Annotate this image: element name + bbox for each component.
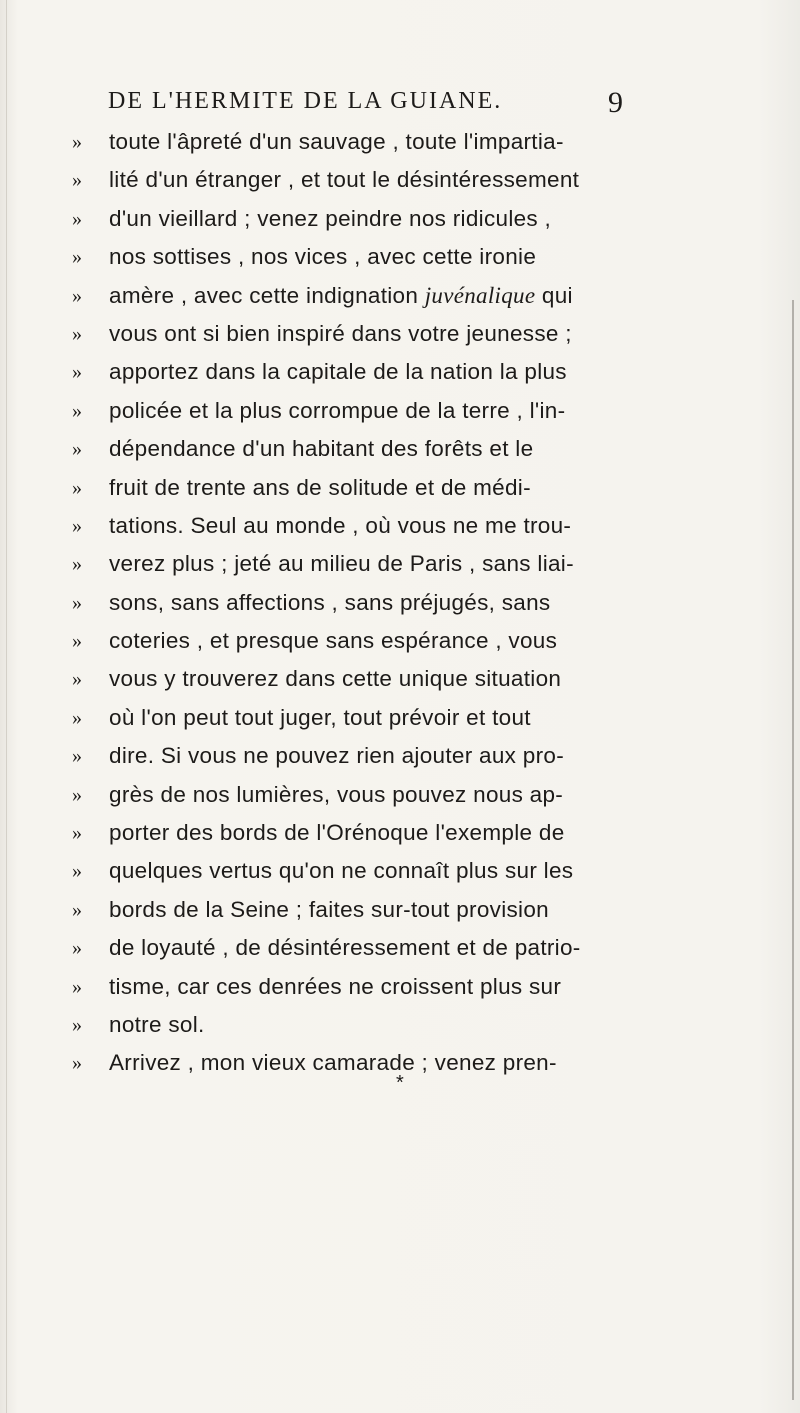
quotation-mark: » bbox=[72, 246, 82, 269]
line-text bbox=[109, 814, 565, 852]
line-text bbox=[109, 277, 573, 315]
quotation-mark: » bbox=[72, 898, 82, 921]
text-line bbox=[72, 353, 712, 391]
text-line bbox=[72, 660, 712, 698]
quotation-mark: » bbox=[72, 630, 82, 653]
line-text bbox=[109, 123, 564, 161]
line-text bbox=[109, 315, 572, 353]
line-text bbox=[109, 1006, 205, 1044]
text-line bbox=[72, 622, 712, 660]
line-text bbox=[109, 929, 581, 967]
text-line bbox=[72, 852, 712, 890]
line-text-roman: où l'on peut tout juger, tout prévoir et tout bbox=[109, 704, 531, 730]
line-text-roman: grès de nos lumières, vous pouvez nous ap- bbox=[109, 781, 564, 807]
line-text-roman: apportez dans la capitale de la nation la plus bbox=[109, 359, 567, 385]
line-text-italic: juvénalique bbox=[424, 282, 536, 308]
line-text-roman: porter des bords de l'Orénoque l'exemple de bbox=[109, 820, 565, 846]
quotation-mark: » bbox=[72, 668, 82, 691]
text-line bbox=[72, 238, 712, 276]
line-text bbox=[109, 737, 564, 775]
line-text bbox=[109, 392, 565, 430]
line-text-roman: vous ont si bien inspiré dans votre jeunesse ; bbox=[109, 320, 572, 346]
line-text bbox=[109, 776, 563, 814]
line-text bbox=[109, 1044, 557, 1082]
quotation-mark: » bbox=[72, 361, 82, 384]
line-text bbox=[109, 238, 536, 276]
line-text bbox=[109, 891, 549, 929]
quotation-mark: » bbox=[72, 284, 82, 307]
quotation-mark: » bbox=[72, 399, 82, 422]
quotation-mark: » bbox=[72, 131, 82, 153]
line-text-roman: tisme, car ces denrées ne croissent plus sur bbox=[109, 973, 562, 999]
text-line bbox=[72, 469, 712, 507]
text-line bbox=[72, 123, 712, 161]
quotation-mark: » bbox=[72, 514, 82, 537]
running-title: DE L'HERMITE DE LA GUIANE. bbox=[108, 88, 503, 114]
quotation-mark: » bbox=[72, 860, 82, 883]
page-left-edge bbox=[6, 0, 7, 1413]
quotation-mark: » bbox=[72, 975, 82, 998]
signature-mark: * bbox=[396, 1072, 404, 1094]
body-text bbox=[72, 123, 712, 1083]
running-header bbox=[108, 88, 668, 124]
text-line bbox=[72, 315, 712, 353]
quotation-mark: » bbox=[72, 322, 82, 345]
quotation-mark: » bbox=[72, 169, 82, 192]
text-line bbox=[72, 814, 712, 852]
line-text bbox=[109, 584, 550, 622]
line-text bbox=[109, 507, 571, 545]
text-line bbox=[72, 1006, 712, 1044]
quotation-mark: » bbox=[72, 745, 82, 768]
line-text bbox=[109, 430, 533, 468]
text-line bbox=[72, 507, 712, 545]
line-text-roman: verez plus ; jeté au milieu de Paris , sans liai- bbox=[109, 551, 574, 577]
text-line bbox=[72, 968, 712, 1006]
line-text bbox=[109, 200, 551, 238]
quotation-mark: » bbox=[72, 937, 82, 960]
line-text-roman: vous y trouverez dans cette unique situation bbox=[109, 666, 562, 692]
text-line bbox=[72, 737, 712, 775]
quotation-mark: » bbox=[72, 1052, 82, 1075]
line-text-roman: sons, sans affections , sans préjugés, sans bbox=[109, 589, 551, 615]
text-line bbox=[72, 776, 712, 814]
line-text-roman: de loyauté , de désintéressement et de patrio- bbox=[109, 935, 581, 961]
line-text bbox=[109, 161, 579, 199]
text-line bbox=[72, 1044, 712, 1082]
text-line bbox=[72, 545, 712, 583]
line-text-roman: nos sottises , nos vices , avec cette ironie bbox=[109, 244, 537, 270]
line-text bbox=[109, 545, 574, 583]
text-line bbox=[72, 430, 712, 468]
quotation-mark: » bbox=[72, 553, 82, 576]
quotation-mark: » bbox=[72, 1013, 82, 1036]
line-text-roman: lité d'un étranger , et tout le désintéressement bbox=[109, 167, 580, 193]
page-number: 9 bbox=[608, 86, 623, 119]
line-text-roman: quelques vertus qu'on ne connaît plus sur les bbox=[109, 858, 574, 884]
line-text bbox=[109, 622, 557, 660]
line-text-roman: fruit de trente ans de solitude et de médi- bbox=[109, 474, 531, 500]
text-line bbox=[72, 200, 712, 238]
line-text bbox=[109, 353, 567, 391]
quotation-mark: » bbox=[72, 476, 82, 499]
quotation-mark: » bbox=[72, 591, 82, 614]
text-line bbox=[72, 929, 712, 967]
line-text-roman: coteries , et presque sans espérance , vous bbox=[109, 628, 558, 654]
quotation-mark: » bbox=[72, 706, 82, 729]
text-line bbox=[72, 161, 712, 199]
text-line bbox=[72, 891, 712, 929]
line-text bbox=[109, 852, 573, 890]
line-text-roman: bords de la Seine ; faites sur-tout provision bbox=[109, 896, 549, 922]
line-text-roman: toute l'âpreté d'un sauvage , toute l'impartia- bbox=[109, 129, 564, 154]
line-text bbox=[109, 699, 531, 737]
line-text-roman: notre sol. bbox=[109, 1011, 205, 1037]
text-line bbox=[72, 392, 712, 430]
line-text-roman: tations. Seul au monde , où vous ne me trou- bbox=[109, 512, 572, 538]
line-text-roman: Arrivez , mon vieux camarade ; venez pren- bbox=[109, 1050, 557, 1076]
quotation-mark: » bbox=[72, 438, 82, 461]
line-text-roman: policée et la plus corrompue de la terre , l'in- bbox=[109, 397, 566, 423]
line-text-roman: dépendance d'un habitant des forêts et le bbox=[109, 436, 534, 462]
line-text bbox=[109, 660, 561, 698]
line-text-roman: amère , avec cette indignation bbox=[109, 282, 425, 308]
quotation-mark: » bbox=[72, 822, 82, 845]
text-line bbox=[72, 699, 712, 737]
line-text-roman: dire. Si vous ne pouvez rien ajouter aux pro- bbox=[109, 743, 564, 769]
line-text-roman-after: qui bbox=[535, 282, 573, 308]
text-line bbox=[72, 277, 712, 315]
line-text bbox=[109, 469, 531, 507]
page-right-edge bbox=[792, 300, 794, 1400]
line-text-roman: d'un vieillard ; venez peindre nos ridicules , bbox=[109, 205, 552, 231]
line-text bbox=[109, 968, 561, 1006]
quotation-mark: » bbox=[72, 783, 82, 806]
quotation-mark: » bbox=[72, 207, 82, 230]
text-line bbox=[72, 584, 712, 622]
